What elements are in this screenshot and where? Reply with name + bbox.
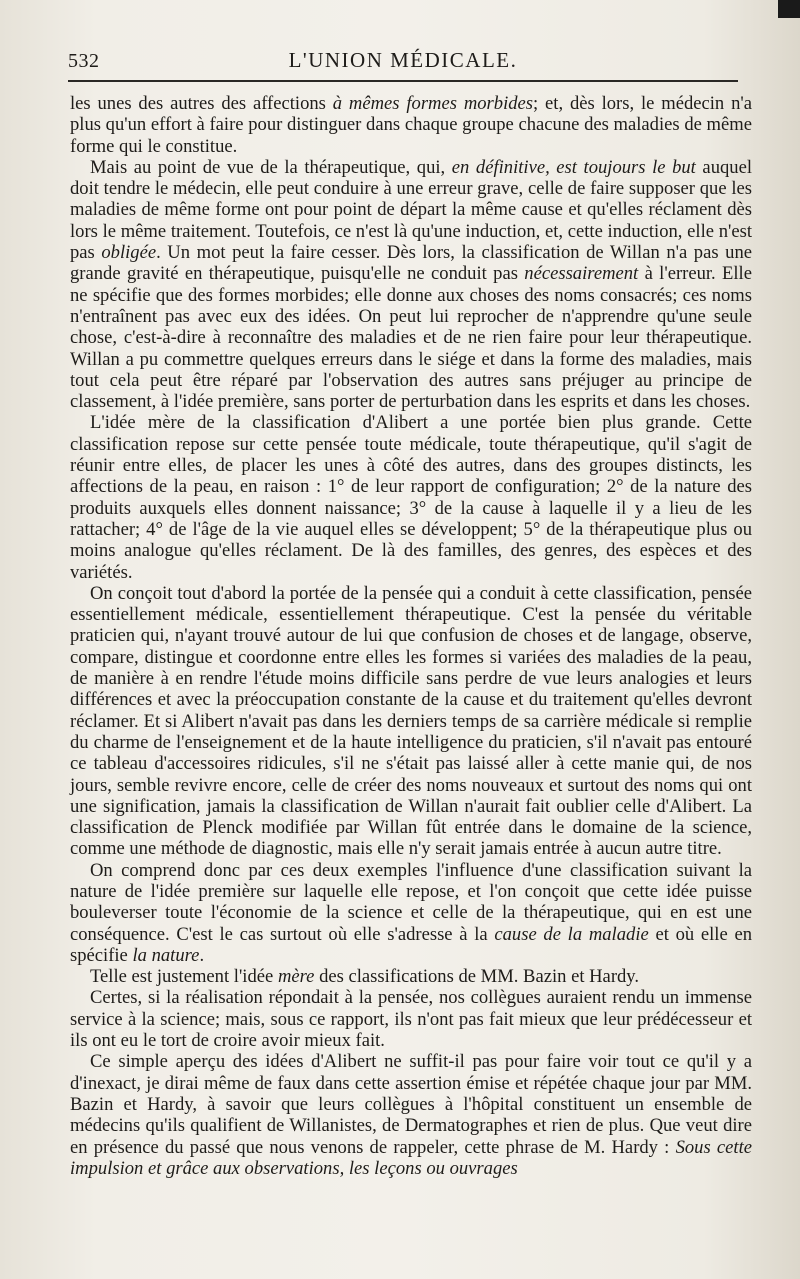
- text-run: L'idée mère de la classification d'Alibert a une portée bien plus grande. Cette classification repose sur cette pensée toute médicale, toute thérapeutique, qu'il s'agit de réunir entre elles, de placer les unes à côté des autres, dans des groupes distincts, les affections de la peau, en raison : 1° de leur rapport de configuration; 2° de la nature des produits auxquels elles donnent naissance; 3° de la cause à laquelle il y a lieu de les rattacher; 4° de l'âge de la vie auquel elles se développent; 5° de la thérapeutique plus ou moins analogue qu'elles réclament. De là des familles, des genres, des espèces et des variétés.: [70, 412, 752, 583]
- text-run: .: [199, 944, 205, 966]
- paragraph-2: [70, 157, 752, 413]
- italic-run: mère: [277, 966, 315, 988]
- text-run: . Un mot peut la faire cesser. Dès lors, la classification de Willan n'a pas une grande gravité en thérapeutique, puisqu'elle ne conduit pas: [70, 242, 752, 285]
- text-run: Certes, si la réalisation répondait à la pensée, nos collègues auraient rendu un immense service à la science; mais, sous ce rapport, ils n'ont pas fait mieux que leur prédécesseur et ils ont eu le tort de croire avoir mieux fait.: [70, 987, 752, 1052]
- italic-run: en définitive, est toujours le but: [451, 156, 696, 178]
- paragraph-4: [70, 583, 752, 860]
- header-rule: [68, 80, 738, 82]
- italic-run: nécessairement: [524, 263, 639, 285]
- paragraph-7: [70, 987, 752, 1051]
- running-title: L'UNION MÉDICALE.: [288, 48, 518, 72]
- paragraph-8: [70, 1051, 752, 1179]
- text-run: On conçoit tout d'abord la portée de la pensée qui a conduit à cette classification, pensée essentiellement médicale, essentiellement thérapeutique. C'est la pensée du véritable praticien qui, n'ayant trouvé autour de lui que confusion de choses et de langage, observe, compare, distingue et coordonne entre elles les formes si variées des maladies de la peau, de manière à en rendre l'étude moins difficile sans perdre de vue leurs analogies et leurs différences et avec la préoccupation constante de la cause et du traitement qu'elles devront réclamer. Et si Alibert n'avait pas dans les derniers temps de sa carrière médicale si remplie du charme de l'enseignement et de la haute intelligence du praticien, s'il n'avait pas entouré ce tableau d'accessoires ridicules, s'il ne s'était pas laissé aller à cette manie qui, de nos jours, semble revivre encore, celle de créer des noms nouveaux et surtout des noms qui ont une signification, jamais la classification de Willan n'aurait fait oublier celle d'Alibert. La classification de Plenck modifiée par Willan fût entrée dans le domaine de la science, comme une méthode de diagnostic, mais elle n'y serait jamais entrée à aucun autre titre.: [70, 582, 752, 860]
- italic-run: la nature: [132, 944, 200, 966]
- text-run: à l'erreur. Elle ne spécifie que des formes morbides; elle donne aux choses des noms consacrés; ces noms n'entraînent pas avec eux des idées. On peut lui reprocher de n'apprendre qu'une seule chose, c'est-à-dire à reconnaître des maladies et de ne rien faire pour leur thérapeutique. Willan a pu commettre quelques erreurs dans le siége et dans la forme des maladies, mais tout cela peut être réparé par l'observation des autres sans préjuger au principe de classement, à l'idée première, sans porter de perturbation dans les esprits et dans les choses.: [70, 263, 752, 413]
- text-run: les unes des autres des affections: [70, 93, 333, 114]
- page-number: 532: [68, 50, 100, 72]
- italic-run: cause de la maladie: [494, 923, 649, 945]
- text-run: et où elle en spécifie: [70, 923, 752, 966]
- text-run: Ce simple aperçu des idées d'Alibert ne suffit-il pas pour faire voir tout ce qu'il y a d'inexact, je dirai même de faux dans cette assertion émise et répétée chaque jour par MM. Bazin et Hardy, à savoir que leurs collègues à l'hôpital constituent un ensemble de médecins qu'ils qualifient de Willanistes, de Dermatographes et rien de plus. Que veut dire en présence du passé que nous venons de rappeler, cette phrase de M. Hardy :: [70, 1051, 752, 1158]
- text-run: On comprend donc par ces deux exemples l'influence d'une classification suivant la nature de l'idée première sur laquelle elle repose, et l'on conçoit que cette idée puisse bouleverser toute l'économie de la science et celle de la thérapeutique, qui en est une conséquence. C'est le cas surtout où elle s'adresse à la: [70, 859, 752, 945]
- paragraph-1: [70, 93, 752, 157]
- paragraph-5: [70, 860, 752, 966]
- text-run: ; et, dès lors, le médecin n'a plus qu'un effort à faire pour distinguer dans chaque groupe chacune des maladies de même forme qui le constitue.: [70, 93, 752, 157]
- italic-run: obligée: [101, 242, 157, 264]
- italic-run: Sous cette impulsion et grâce aux observations, les leçons ou ouvrages: [70, 1136, 752, 1179]
- scan-corner-mark: [778, 0, 800, 18]
- text-run: auquel doit tendre le médecin, elle peut conduire à une erreur grave, celle de faire supposer que les maladies de même forme ont pour point de départ la même cause et qu'elles réclament dès lors le même traitement. Toutefois, ce n'est là qu'une induction, et, cette induction, elle n'est pas: [70, 156, 752, 264]
- page-header: [68, 44, 738, 78]
- text-run: des classifications de MM. Bazin et Hardy.: [314, 966, 640, 988]
- body-text: [70, 93, 752, 1179]
- paragraph-6: [70, 966, 752, 987]
- paragraph-3: [70, 412, 752, 582]
- text-run: Mais au point de vue de la thérapeutique, qui,: [90, 156, 452, 178]
- text-run: Telle est justement l'idée: [90, 966, 278, 988]
- italic-run: à mêmes formes morbides: [332, 93, 534, 114]
